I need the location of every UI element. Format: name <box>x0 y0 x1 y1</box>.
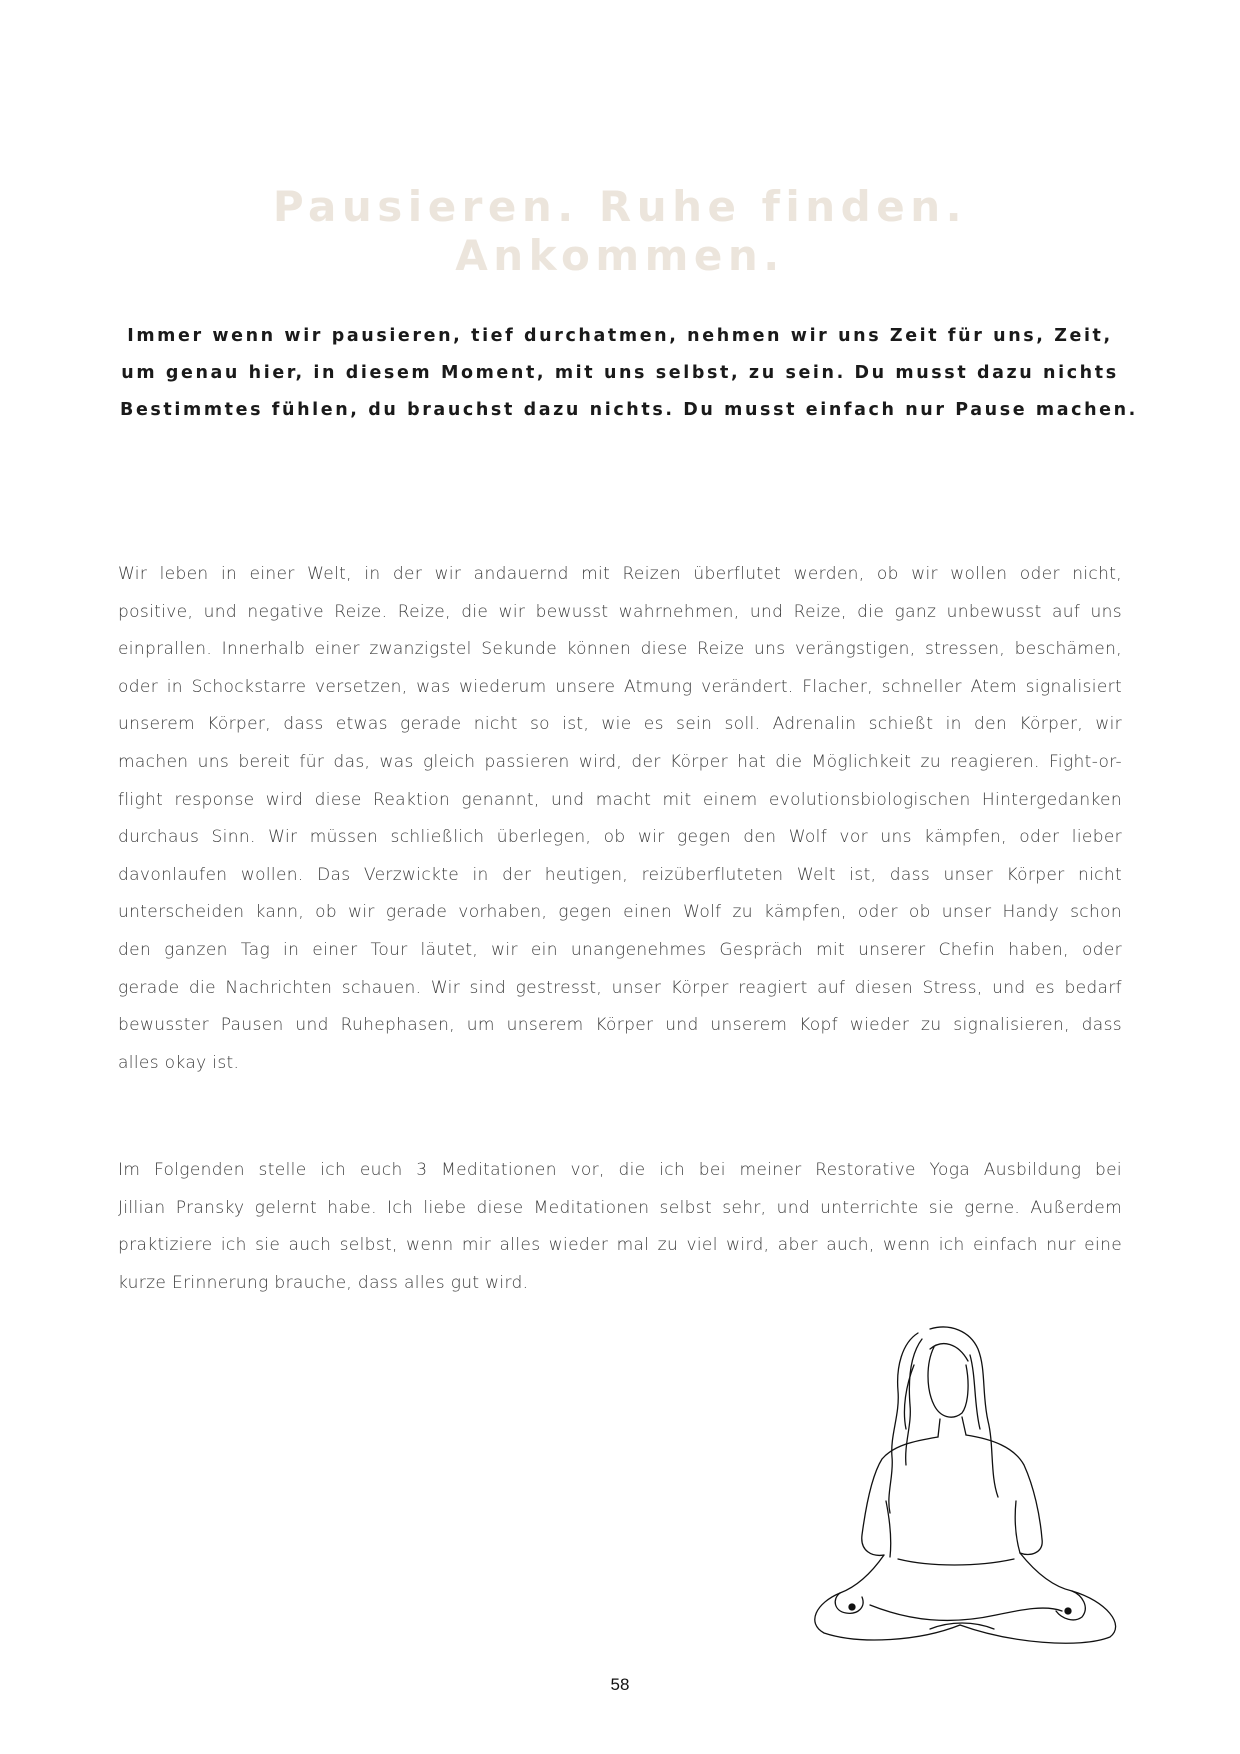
hair-right-strand <box>970 1355 980 1429</box>
arm-right <box>1020 1553 1072 1591</box>
body-paragraph-2 <box>118 1152 1122 1302</box>
text-line: kurze Erinnerung brauche, dass alles gut wird. <box>118 1272 529 1293</box>
text-line: machen uns bereit für das, was gleich passieren wird, der Körper hat die Möglichkeit zu reagieren. Fight-or- <box>118 751 1122 772</box>
text-line: flight response wird diese Reaktion genannt, und macht mit einem evolutionsbiologischen Hintergedanken <box>118 789 1122 810</box>
hair-right-outline <box>930 1327 998 1497</box>
text-line: praktiziere ich sie auch selbst, wenn mir alles wieder mal zu viel wird, aber auch, wenn ich einfach nur eine <box>118 1235 1122 1256</box>
leg-left <box>815 1593 960 1640</box>
hand-left <box>835 1593 863 1613</box>
text-line: oder in Schockstarre versetzen, was wiederum unsere Atmung verändert. Flacher, schneller Atem signalisiert <box>118 676 1122 697</box>
arm-left <box>840 1555 884 1593</box>
intro-line: Bestimmtes fühlen, du brauchst dazu nichts. Du musst einfach nur Pause machen. <box>120 400 1138 420</box>
text-line: unserem Körper, dass etwas gerade nicht so ist, wie es sein soll. Adrenalin schießt in den Körper, wir <box>118 714 1122 735</box>
text-line: alles okay ist. <box>118 1052 240 1073</box>
knuckle-right <box>1065 1608 1071 1614</box>
hair-left-strand <box>906 1339 922 1465</box>
hand-right <box>1056 1591 1085 1620</box>
text-line: Jillian Pransky gelernt habe. Ich liebe diese Meditationen selbst sehr, und unterrichte sie gerne. Außerdem <box>118 1197 1122 1218</box>
text-line: den ganzen Tag in einer Tour läutet, wir ein unangenehmes Gespräch mit unserer Chefin haben, oder <box>118 939 1122 960</box>
text-line: unterscheiden kann, ob wir gerade vorhaben, gegen einen Wolf zu kämpfen, oder ob unser Handy schon <box>118 902 1122 923</box>
hair-left-outline <box>889 1333 918 1513</box>
shirt-right <box>966 1435 1042 1554</box>
shirt-inner-left <box>886 1501 891 1557</box>
neck <box>938 1417 966 1437</box>
text-line: Wir leben in einer Welt, in der wir andauernd mit Reizen überflutet werden, ob wir wollen oder nicht, <box>118 564 1122 584</box>
leg-fold <box>870 1605 1062 1620</box>
text-line: positive, und negative Reize. Reize, die wir bewusst wahrnehmen, und Reize, die ganz unbewusst auf uns <box>118 601 1122 622</box>
text-line: durchaus Sinn. Wir müssen schließlich überlegen, ob wir gegen den Wolf vor uns kämpfen, oder lieber <box>118 827 1122 848</box>
intro-line: Immer wenn wir pausieren, tief durchatmen, nehmen wir uns Zeit für uns, Zeit, <box>127 326 1113 346</box>
shirt-inner-right <box>1015 1501 1020 1553</box>
meditating-woman-illustration <box>810 1325 1140 1645</box>
text-line: gerade die Nachrichten schauen. Wir sind gestresst, unser Körper reagiert auf diesen Stress, und es bedarf <box>118 977 1122 998</box>
text-line: einprallen. Innerhalb einer zwanzigstel Sekunde können diese Reize uns verängstigen, stressen, beschämen, <box>118 639 1122 660</box>
text-line: Im Folgenden stelle ich euch 3 Meditationen vor, die ich bei meiner Restorative Yoga Ausbildung bei <box>118 1160 1122 1180</box>
page-title: Pausieren. Ruhe finden. Ankommen. <box>272 182 968 280</box>
shirt-hem <box>898 1559 1014 1565</box>
face-fringe <box>930 1344 968 1361</box>
body-paragraph-1 <box>118 556 1122 1082</box>
text-line: bewusster Pausen und Ruhephasen, um unserem Körper und unserem Kopf wieder zu signalisieren, dass <box>118 1015 1122 1036</box>
intro-text <box>120 318 1138 429</box>
text-line: davonlaufen wollen. Das Verzwickte in der heutigen, reizüberfluteten Welt ist, dass unser Körper nicht <box>118 864 1122 885</box>
knuckle-left <box>849 1604 855 1610</box>
intro-line: um genau hier, in diesem Moment, mit uns selbst, zu sein. Du musst dazu nichts <box>121 363 1119 383</box>
shirt-left <box>862 1437 938 1555</box>
page-number: 58 <box>610 1675 630 1694</box>
face-outline <box>928 1347 968 1417</box>
